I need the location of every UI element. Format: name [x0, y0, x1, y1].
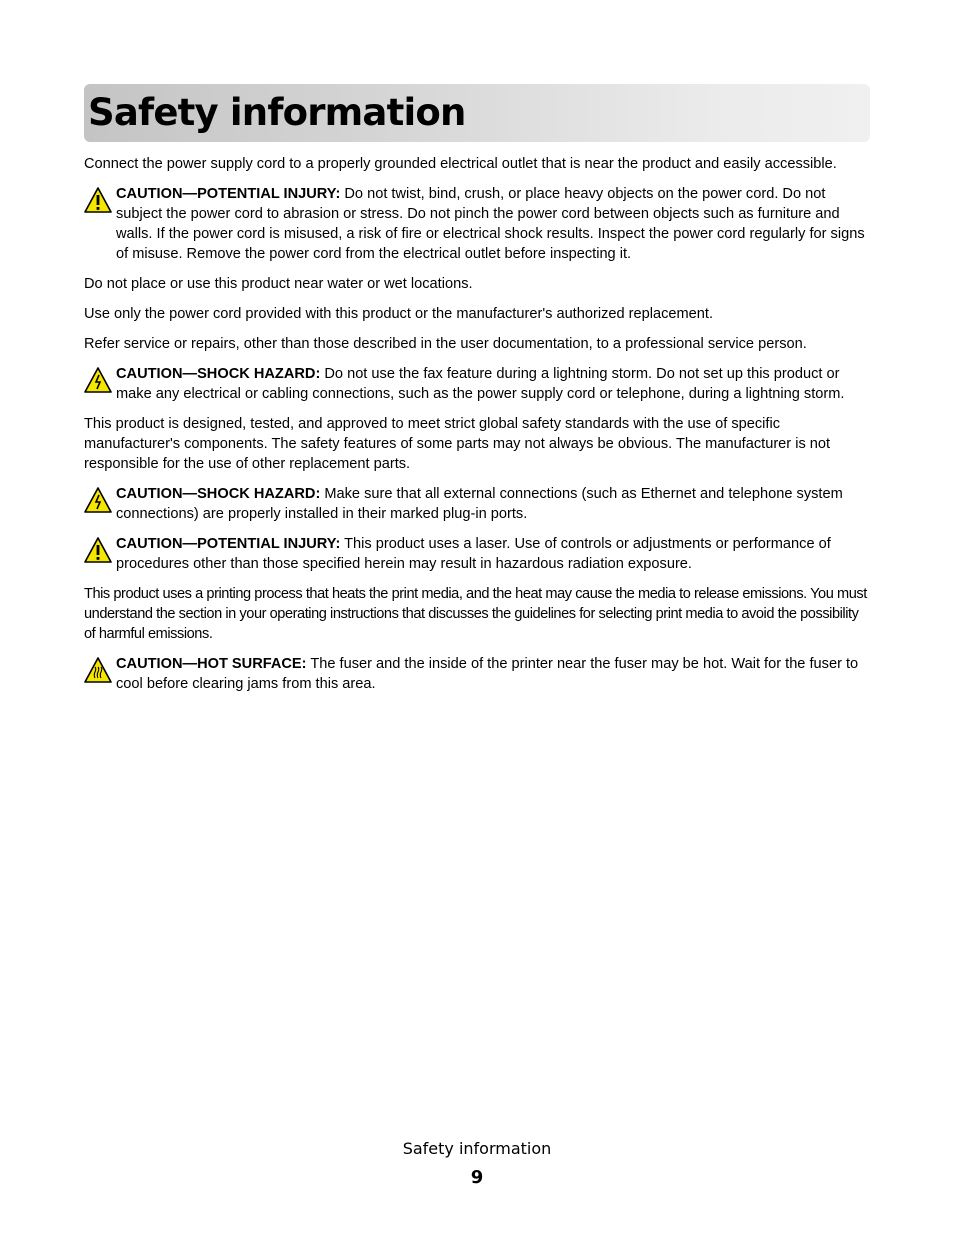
page-title: Safety information — [88, 91, 466, 134]
shock-hazard-icon — [84, 366, 112, 394]
caution-potential-injury-cord — [84, 184, 872, 264]
content-body — [84, 154, 872, 704]
emissions-paragraph: This product uses a printing process that heats the print media, and the heat may cause the media to release emissions. You must understand the section in your operating instructions that discusses the guidelines for selecting print media to avoid the possibility of harmful emissions. — [84, 586, 867, 642]
caution-text: Do not twist, bind, crush, or place heavy objects on the power cord. Do not subject the power cord to abrasion or stress. Do not pinch the power cord between objects such as furniture and walls. If the power cord is misused, a risk of fire or electrical shock results. Inspect the power cord regularly for signs of misuse. Remove the power cord from the electrical outlet before inspecting it. — [116, 186, 865, 262]
caution-label: CAUTION—SHOCK HAZARD: — [116, 486, 321, 502]
shock-hazard-icon — [84, 486, 112, 514]
caution-label: CAUTION—HOT SURFACE: — [116, 656, 307, 672]
caution-text: Do not use the fax feature during a lightning storm. Do not set up this product or make any electrical or cabling connections, such as the power supply cord or telephone, during a lightning storm. — [116, 366, 845, 402]
intro-paragraph: Connect the power supply cord to a properly grounded electrical outlet that is near the product and easily accessible. — [84, 156, 837, 172]
power-cord-paragraph: Use only the power cord provided with this product or the manufacturer's authorized replacement. — [84, 306, 714, 322]
service-paragraph: Refer service or repairs, other than those described in the user documentation, to a professional service person. — [84, 336, 807, 352]
caution-label: CAUTION—POTENTIAL INJURY: — [116, 536, 341, 552]
page-number: 9 — [470, 1167, 484, 1188]
caution-shock-hazard-connections — [84, 484, 872, 524]
warning-triangle-icon — [84, 186, 112, 214]
water-paragraph: Do not place or use this product near water or wet locations. — [84, 276, 473, 292]
caution-text: This product uses a laser. Use of controls or adjustments or performance of procedures other than those specified herein may result in hazardous radiation exposure. — [116, 536, 831, 572]
title-banner — [84, 84, 870, 142]
footer-section-title: Safety information — [402, 1139, 552, 1158]
caution-shock-hazard-storm — [84, 364, 872, 404]
caution-hot-surface — [84, 654, 872, 694]
warning-triangle-icon — [84, 536, 112, 564]
hot-surface-warning-icon — [84, 656, 112, 684]
caution-text: The fuser and the inside of the printer near the fuser may be hot. Wait for the fuser to cool before clearing jams from this area. — [116, 656, 859, 692]
caution-label: CAUTION—SHOCK HAZARD: — [116, 366, 321, 382]
standards-paragraph: This product is designed, tested, and approved to meet strict global safety standards with the use of specific manufacturer's components. The safety features of some parts may not always be obvious. The manufacturer is not responsible for the use of other replacement parts. — [84, 416, 831, 472]
caution-potential-injury-laser — [84, 534, 872, 574]
caution-text: Make sure that all external connections (such as Ethernet and telephone system connections) are properly installed in their marked plug-in ports. — [116, 486, 843, 522]
caution-label: CAUTION—POTENTIAL INJURY: — [116, 186, 341, 202]
